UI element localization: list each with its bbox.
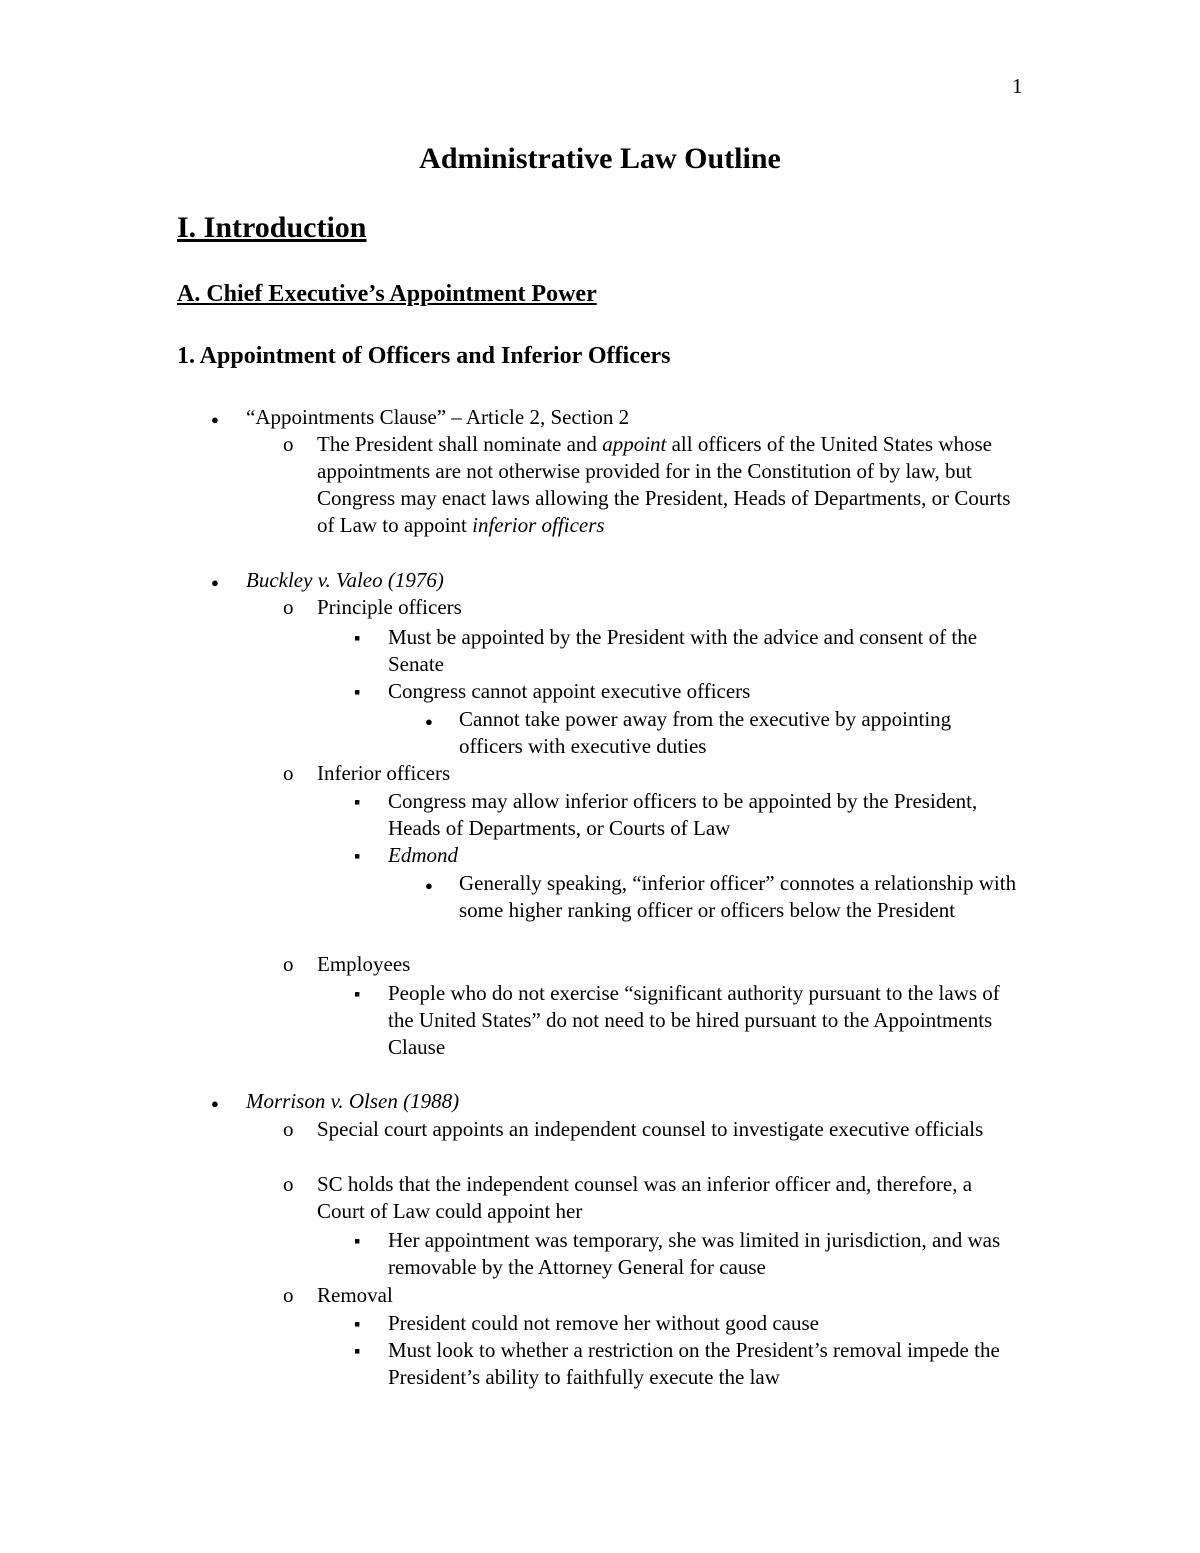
- bullet-square-icon: [354, 1227, 360, 1255]
- bullet-dot-icon: [425, 870, 433, 899]
- clause-text-emphasis: appoint: [602, 432, 667, 456]
- bullet-circle-icon: [283, 951, 294, 978]
- list-item: [317, 431, 1017, 539]
- topic-heading: 1. Appointment of Officers and Inferior Officers: [177, 343, 671, 369]
- list-item: Removal: [317, 1283, 393, 1307]
- bullet-square-icon: [354, 842, 360, 870]
- bullet-dot-icon: [425, 706, 433, 735]
- bullet-circle-icon: [283, 594, 294, 621]
- bullet-square-icon: [354, 1310, 360, 1338]
- list-item: Congress may allow inferior officers to be appointed by the President, Heads of Departments, or Courts of Law: [388, 789, 978, 840]
- bullet-circle-icon: [283, 760, 294, 787]
- bullet-square-icon: [354, 678, 360, 706]
- bullet-square-icon: [354, 788, 360, 816]
- list-item: Must be appointed by the President with the advice and consent of the Senate: [388, 625, 978, 676]
- list-item: Her appointment was temporary, she was limited in jurisdiction, and was removable by the Attorney General for cause: [388, 1228, 1001, 1279]
- list-item: Cannot take power away from the executive by appointing officers with executive duties: [459, 707, 952, 758]
- bullet-circle-icon: [283, 431, 294, 458]
- case-name: Edmond: [388, 843, 458, 867]
- bullet-circle-icon: [283, 1116, 294, 1143]
- bullet-square-icon: [354, 624, 360, 652]
- list-item: Principle officers: [317, 595, 462, 619]
- bullet-square-icon: [354, 980, 360, 1008]
- bullet-dot-icon: [211, 1088, 219, 1117]
- list-item: Must look to whether a restriction on the President’s removal impede the President’s ability to faithfully execute the law: [388, 1338, 1000, 1389]
- list-item: SC holds that the independent counsel was an inferior officer and, therefore, a Court of Law could appoint her: [317, 1172, 973, 1223]
- case-name: Morrison v. Olsen (1988): [246, 1089, 460, 1113]
- bullet-circle-icon: [283, 1282, 294, 1309]
- list-item: “Appointments Clause” – Article 2, Section 2: [246, 405, 630, 429]
- list-item: Employees: [317, 952, 411, 976]
- clause-text-emphasis: inferior officers: [472, 513, 605, 537]
- list-item: Special court appoints an independent counsel to investigate executive officials: [317, 1117, 984, 1141]
- subsection-heading: A. Chief Executive’s Appointment Power: [177, 281, 597, 307]
- list-item: Congress cannot appoint executive officers: [388, 679, 751, 703]
- section-heading: I. Introduction: [177, 211, 367, 244]
- bullet-dot-icon: [211, 567, 219, 596]
- bullet-dot-icon: [211, 404, 219, 433]
- list-item: People who do not exercise “significant authority pursuant to the laws of the United States” do not need to be hired pursuant to the Appointments Clause: [388, 981, 1000, 1059]
- list-item: Generally speaking, “inferior officer” connotes a relationship with some higher ranking officer or officers below the President: [459, 871, 1017, 922]
- bullet-circle-icon: [283, 1171, 294, 1198]
- document-title: Administrative Law Outline: [419, 142, 781, 175]
- clause-text: The President shall nominate and: [317, 432, 603, 456]
- clause-text: all officers of the United States whose appointments are not otherwise provided for in the Constitution of by law, but Congress may enact laws allowing the President, Heads of Departments, or Courts of Law to appoint: [317, 432, 1011, 537]
- page-number: 1: [1012, 74, 1023, 98]
- case-name: Buckley v. Valeo (1976): [246, 568, 444, 592]
- bullet-square-icon: [354, 1337, 360, 1365]
- list-item: President could not remove her without good cause: [388, 1311, 819, 1335]
- list-item: Inferior officers: [317, 761, 451, 785]
